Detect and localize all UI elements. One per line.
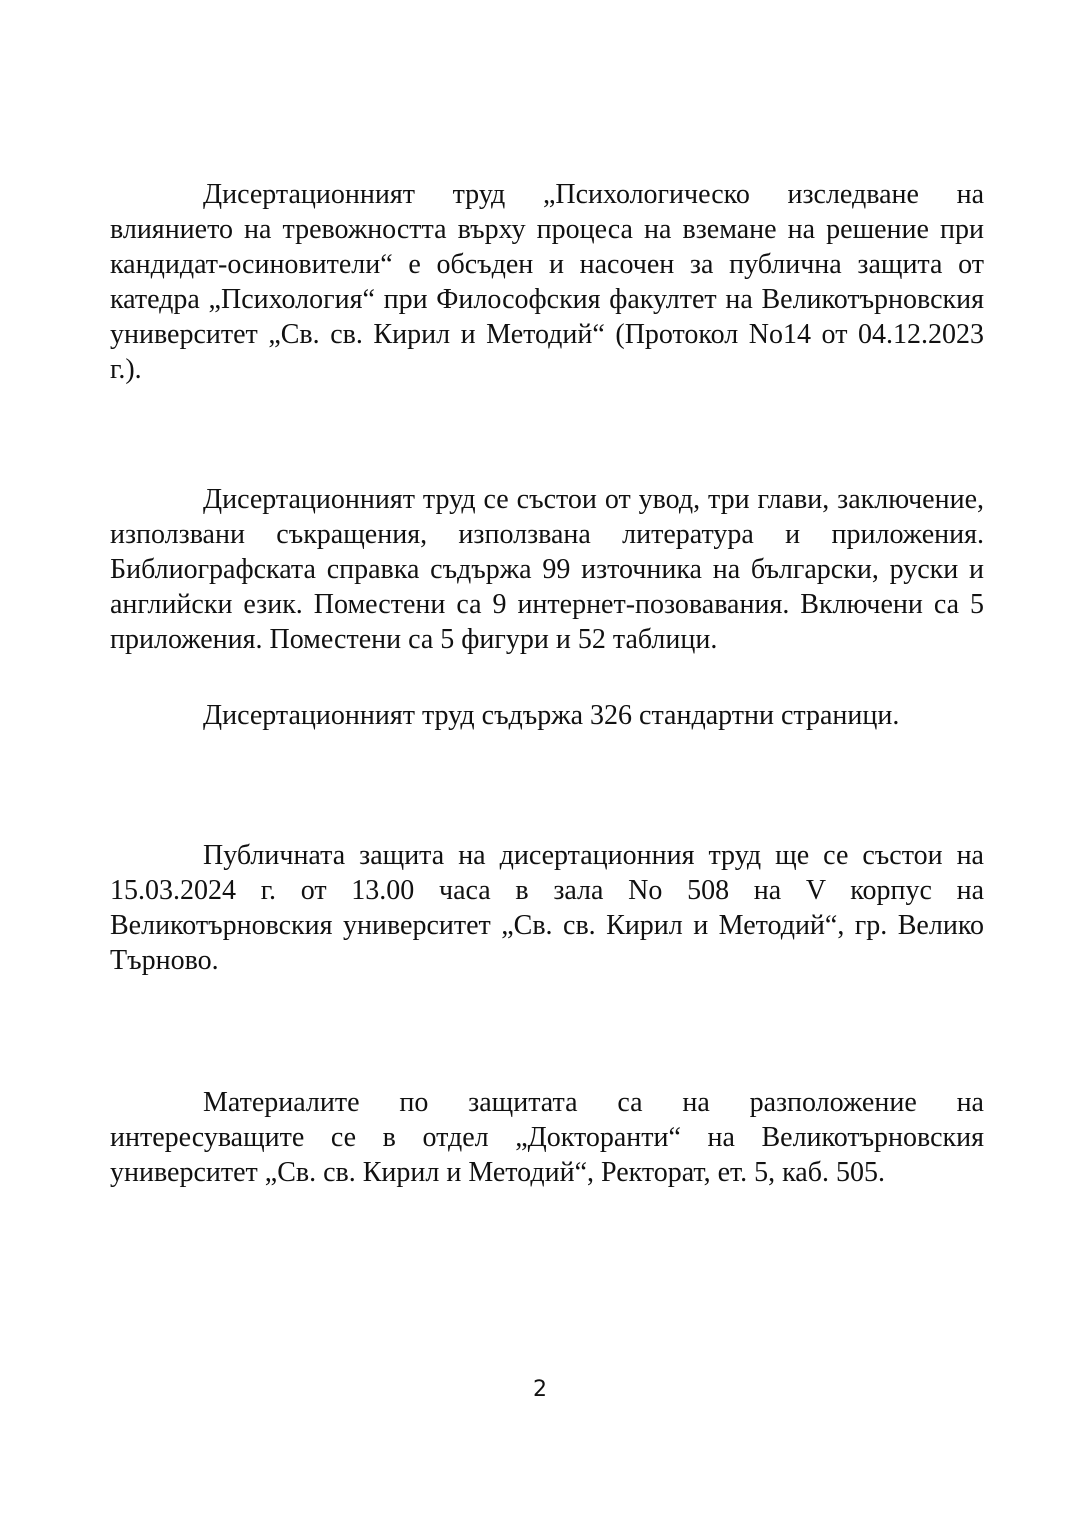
paragraph-dissertation-structure: Дисертационният труд се състои от увод, три глави, заключение, използвани съкращения, използвана литература и приложения. Библиографската справка съдържа 99 източника на български, руски и английски език. Поместени са 9 интернет-позовавания. Включени са 5 приложения. Поместени са 5 фигури и 52 таблици. [110, 484, 984, 655]
paragraph-dissertation-discussion: Дисертационният труд „Психологическо изследване на влиянието на тревожността върху процеса на вземане на решение при кандидат-осиновители“ е обсъден и насочен за публична защита от катедра „Психология“ при Философския факултет на Великотърновския университет „Св. св. Кирил и Методий“ (Протокол No14 от 04.12.2023 г.). [110, 179, 984, 385]
paragraph-page-count: Дисертационният труд съдържа 326 стандартни страници. [203, 700, 900, 731]
paragraph-materials-availability: Материалите по защитата са на разположение на интересуващите се в отдел „Докторанти“ на Великотърновския университет „Св. св. Кирил и Методий“, Ректорат, ет. 5, каб. 505. [110, 1087, 984, 1188]
page-number: 2 [533, 1377, 547, 1402]
paragraph-public-defense: Публичната защита на дисертационния труд ще се състои на 15.03.2024 г. от 13.00 часа в зала No 508 на V корпус на Великотърновския университет „Св. св. Кирил и Методий“, гр. Велико Търново. [110, 840, 984, 976]
